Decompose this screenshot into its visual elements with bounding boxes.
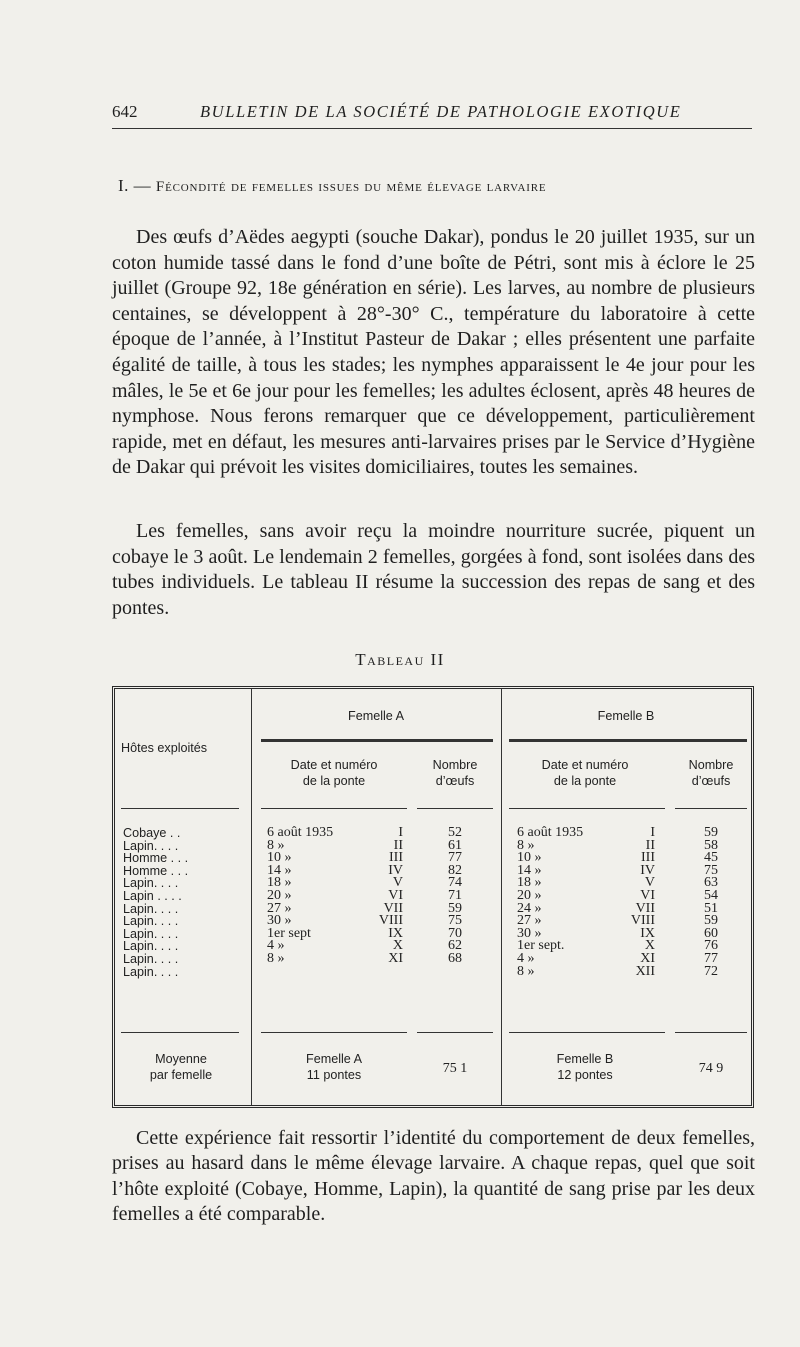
femelle-b-date-cell: 27 » [517, 913, 542, 929]
table-caption: Tableau II [355, 650, 445, 669]
femelle-a-number-cell: V [392, 875, 403, 891]
host-cell: Lapin. . . . [123, 951, 179, 966]
running-header [112, 100, 752, 129]
femelle-b-number-cell: I [650, 825, 655, 840]
row-rule [417, 808, 493, 809]
a-eggs-header: Nombre d’œufs [432, 758, 478, 788]
row-rule [509, 1032, 665, 1033]
row-rule [675, 1032, 747, 1033]
row-rule [261, 1032, 407, 1033]
femelle-a-dates [267, 827, 363, 966]
femelle-b-brace [509, 739, 747, 742]
femelle-a-date-cell: 14 » [267, 862, 292, 878]
femelle-a-eggs-cell: 74 [448, 875, 462, 891]
femelle-a-eggs-cell: 70 [448, 925, 462, 941]
femelle-b-eggs-cell: 72 [704, 963, 718, 979]
femelle-a-number-cell: II [393, 837, 403, 853]
paragraph-2: Les femelles, sans avoir reçu la moindre nourriture sucrée, piquent un cobaye le 3 août. Le lendemain 2 femelles, gorgées à fond, sont isolées dans des tubes individuels. Le tableau II résume la succession des repas de sang et des pontes. [112, 520, 755, 619]
femelle-b-date-cell: 24 » [517, 900, 542, 916]
row-rule [675, 808, 747, 809]
row-rule [121, 1032, 239, 1033]
femelle-a-eggs-cell: 61 [448, 837, 462, 853]
femelle-a-number-cell: IX [388, 925, 403, 941]
femelle-b-date-cell: 14 » [517, 862, 542, 878]
a-date-header: Date et numéro de la ponte [290, 758, 378, 788]
femelle-b-date-cell: 8 » [517, 963, 535, 979]
femelle-b-header: Femelle B [597, 709, 655, 723]
host-cell: Lapin . . . . [123, 888, 182, 903]
summary-femelle-b: Femelle B 12 pontes [556, 1052, 614, 1082]
row-rule [509, 808, 665, 809]
femelle-a-number-cell: VI [388, 887, 403, 903]
femelle-b-eggs-cell: 59 [704, 825, 718, 840]
femelle-b-number-cell: XI [640, 950, 655, 966]
femelle-a-date-cell: 1er sept [267, 925, 311, 941]
femelle-b-eggs-cell: 76 [704, 938, 718, 954]
row-rule [121, 808, 239, 809]
femelle-b-eggs-cell: 58 [704, 837, 718, 853]
femelle-a-number-cell: IV [388, 862, 403, 878]
b-eggs-header: Nombre d’œufs [688, 758, 734, 788]
femelle-a-eggs [425, 827, 485, 966]
femelle-a-numbers [363, 827, 403, 966]
summary-label: Moyenne par femelle [149, 1052, 213, 1082]
femelle-a-eggs-cell: 75 [448, 913, 462, 929]
femelle-a-eggs-cell: 62 [448, 938, 462, 954]
femelle-a-date-cell: 8 » [267, 950, 285, 966]
femelle-a-number-cell: VII [383, 900, 403, 916]
host-cell: Lapin. . . . [123, 901, 179, 916]
femelle-a-eggs-cell: 52 [448, 825, 462, 840]
femelle-b-numbers [613, 827, 655, 978]
b-date-header: Date et numéro de la ponte [541, 758, 629, 788]
table-ii [112, 686, 754, 1108]
femelle-b-eggs-cell: 59 [704, 913, 718, 929]
section-number: I. — [118, 176, 152, 195]
femelle-a-brace [261, 739, 493, 742]
paragraph-3: Cette expérience fait ressortir l’identité du comportement de deux femelles, prises au hasard dans le même élevage larvaire. A chaque repas, quel que soit l’hôte exploité (Cobaye, Homme, Lapin), la quantité de sang prise par les deux femelles a été comparable. [112, 1127, 755, 1226]
femelle-b-number-cell: VI [640, 887, 655, 903]
femelle-b-date-cell: 1er sept. [517, 938, 565, 954]
femelle-b-eggs-cell: 60 [704, 925, 718, 941]
femelle-b-number-cell: III [641, 850, 655, 866]
femelle-b-eggs-cell: 77 [704, 950, 718, 966]
host-cell: Cobaye . . [123, 826, 181, 840]
femelle-a-date-cell: 6 août 1935 [267, 825, 334, 840]
row-rule [261, 808, 407, 809]
host-cell: Lapin. . . . [123, 838, 179, 853]
femelle-a-eggs-cell: 68 [448, 950, 462, 966]
femelle-a-header: Femelle A [348, 709, 404, 723]
femelle-a-date-cell: 18 » [267, 875, 292, 891]
femelle-b-eggs-cell: 51 [704, 900, 718, 916]
femelle-b-number-cell: XII [635, 963, 655, 979]
femelle-a-eggs-cell: 59 [448, 900, 462, 916]
femelle-b-date-cell: 8 » [517, 837, 535, 853]
femelle-b-date-cell: 6 août 1935 [517, 825, 584, 840]
femelle-a-eggs-cell: 82 [448, 862, 462, 878]
femelle-a-number-cell: VIII [378, 913, 403, 929]
femelle-a-eggs-cell: 71 [448, 887, 462, 903]
column-rule [251, 689, 252, 1105]
femelle-b-date-cell: 30 » [517, 925, 542, 941]
femelle-b-number-cell: VIII [630, 913, 655, 929]
femelle-b-date-cell: 10 » [517, 850, 542, 866]
femelle-a-date-cell: 20 » [267, 887, 292, 903]
femelle-b-number-cell: IV [640, 862, 655, 878]
host-cell: Homme . . . [123, 851, 189, 866]
section-title: Fécondité de femelles issues du même élevage larvaire [155, 179, 547, 195]
femelle-b-eggs-cell: 54 [704, 887, 718, 903]
femelle-a-date-cell: 4 » [267, 938, 285, 954]
host-cell: Homme . . . [123, 863, 189, 878]
host-cell: Lapin. . . . [123, 964, 179, 979]
host-cell: Lapin. . . . [123, 926, 179, 941]
column-rule [501, 689, 502, 1105]
row-rule [417, 1032, 493, 1033]
paragraph-1: Des œufs d’Aëdes aegypti (souche Dakar), pondus le 20 juillet 1935, sur un coton humide tassé dans le fond d’une boîte de Pétri, sont mis à éclore le 25 juillet (Groupe 92, 18e génération en série). Les larves, au nombre de plusieurs centaines, se développent à 28°-30° C., température du laboratoire à cette époque de l’année, à l’Institut Pasteur de Dakar ; elles présentent une parfaite égalité de taille, à tous les stades; les nymphes apparaissent le 4e jour pour les mâles, le 5e et 6e jour pour les femelles; les adultes éclosent, après 48 heures de nymphose. Nous ferons remarquer que ce développement, particulièrement rapide, met en défaut, les mesures anti-larvaires prises par le Service d’Hygiène de Dakar qui prévoit les visites domiciliaires, toutes les semaines. [112, 226, 755, 479]
femelle-b-number-cell: II [645, 837, 655, 853]
femelle-a-number-cell: I [398, 825, 403, 840]
hosts-column [123, 827, 247, 978]
femelle-b-dates [517, 827, 613, 978]
summary-b-value: 74 9 [698, 1061, 724, 1076]
femelle-a-date-cell: 30 » [267, 913, 292, 929]
page-number: 642 [112, 102, 138, 121]
femelle-a-date-cell: 8 » [267, 837, 285, 853]
running-title: BULLETIN DE LA SOCIÉTÉ DE PATHOLOGIE EXOTIQUE [200, 102, 682, 121]
femelle-b-date-cell: 20 » [517, 887, 542, 903]
femelle-a-number-cell: XI [388, 950, 403, 966]
femelle-b-number-cell: X [644, 938, 655, 954]
femelle-b-eggs [681, 827, 741, 978]
femelle-a-date-cell: 10 » [267, 850, 292, 866]
femelle-b-number-cell: IX [640, 925, 655, 941]
femelle-b-eggs-cell: 45 [704, 850, 718, 866]
femelle-a-number-cell: III [389, 850, 403, 866]
femelle-b-number-cell: V [644, 875, 655, 891]
summary-a-value: 75 1 [442, 1061, 468, 1076]
femelle-a-date-cell: 27 » [267, 900, 292, 916]
femelle-b-eggs-cell: 63 [704, 875, 718, 891]
section-heading [118, 176, 546, 196]
host-cell: Lapin. . . . [123, 876, 179, 891]
femelle-a-number-cell: X [392, 938, 403, 954]
host-cell: Lapin. . . . [123, 914, 179, 929]
femelle-b-date-cell: 4 » [517, 950, 535, 966]
femelle-a-eggs-cell: 77 [448, 850, 462, 866]
summary-femelle-a: Femelle A 11 pontes [306, 1052, 362, 1082]
host-cell: Lapin. . . . [123, 939, 179, 954]
femelle-b-number-cell: VII [635, 900, 655, 916]
femelle-b-eggs-cell: 75 [704, 862, 718, 878]
femelle-b-date-cell: 18 » [517, 875, 542, 891]
hosts-header: Hôtes exploités [121, 741, 208, 755]
